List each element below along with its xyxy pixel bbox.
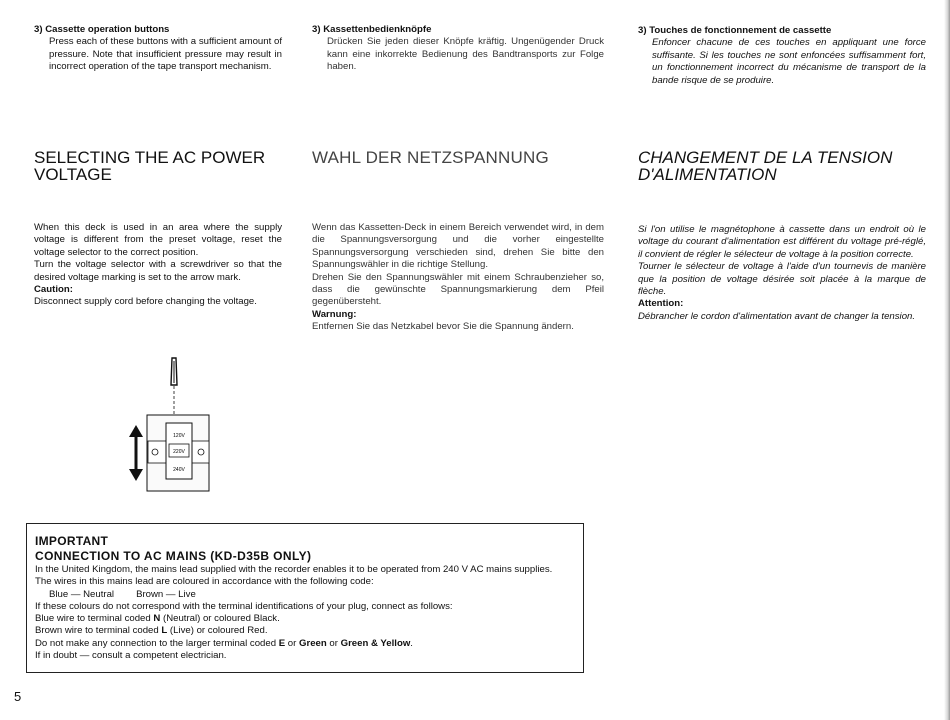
cassette-body-en: Press each of these buttons with a sufficient amount of pressure. Note that insufficient pressure may result in incorrect operation of the tape transport mechanism.	[49, 36, 282, 73]
voltage-p2-de: Drehen Sie den Spannungswähler mit einem Schraubenzieher so, dass die gewünschte Spannungsmarkierung dem Pfeil gegenübersteht.	[312, 271, 604, 308]
cassette-heading-en: 3) Cassette operation buttons	[34, 24, 170, 35]
cassette-section-en	[34, 24, 282, 74]
voltage-title-en: SELECTING THE AC POWER VOLTAGE	[34, 148, 266, 184]
voltage-p1-fr: Si l'on utilise le magnétophone à cassette dans un endroit où le voltage du courant d'alimentation est différent du voltage pré-réglé, il convient de régler le sélecteur de voltage à la position correcte.	[638, 224, 926, 260]
diagram-label-220v: 220V	[173, 449, 185, 455]
important-line-3: If these colours do not correspond with the terminal identifications of your plug, connect as follows:	[35, 600, 453, 612]
important-subtitle: CONNECTION TO AC MAINS (KD-D35B ONLY)	[35, 549, 312, 563]
wire-color-codes	[35, 589, 581, 601]
diagram-label-120v: 120V	[173, 433, 185, 439]
caution-label-en: Caution:	[34, 284, 73, 296]
voltage-body-fr	[638, 224, 926, 323]
important-box	[26, 523, 584, 673]
cassette-heading-de: 3) Kassettenbedienknöpfe	[312, 24, 432, 35]
voltage-title-de: WAHL DER NETZSPANNUNG	[312, 148, 549, 167]
cassette-body-de: Drücken Sie jeden dieser Knöpfe kräftig. Ungenügender Druck kann eine inkorrekte Bedienung des Bandtransports zur Folge haben.	[327, 36, 604, 73]
cassette-section-fr	[638, 25, 926, 87]
up-down-arrow-icon	[129, 425, 143, 481]
page-number: 5	[14, 689, 22, 704]
diagram-label-240v: 240V	[173, 467, 185, 473]
voltage-p1-de: Wenn das Kassetten-Deck in einem Bereich verwendet wird, in dem die Spannungsversorgung und die vorher eingestellte Spannungsversorgung verschieden sind, drehen Sie bitte den Spannungswähler in die richtige Stellung.	[312, 222, 604, 271]
code-blue-neutral: Blue — Neutral	[49, 588, 115, 600]
page-edge-shadow	[944, 0, 950, 720]
voltage-selector-diagram	[125, 355, 220, 495]
important-line-6: Do not make any connection to the larger terminal coded E or Green or Green & Yellow.	[35, 637, 413, 649]
caution-label-fr: Attention:	[638, 298, 684, 310]
voltage-body-de	[312, 222, 604, 334]
caution-text-en: Disconnect supply cord before changing the voltage.	[34, 296, 257, 308]
voltage-body-en	[34, 222, 282, 309]
important-line-4: Blue wire to terminal coded N (Neutral) or coloured Black.	[35, 613, 280, 625]
cassette-body-fr: Enfoncer chacune de ces touches en appliquant une force suffisante. Si les touches ne sont enfoncées suffisamment fort, un fonctionnement incorrect du mécanisme de transport de la bande risque de se produire.	[652, 37, 926, 86]
important-title: IMPORTANT	[35, 534, 109, 548]
caution-text-fr: Débrancher le cordon d'alimentation avant de changer la tension.	[638, 310, 916, 322]
screwdriver-icon	[171, 358, 177, 417]
voltage-p2-en: Turn the voltage selector with a screwdriver so that the desired voltage marking is set to the arrow mark.	[34, 259, 282, 283]
voltage-title-fr: CHANGEMENT DE LA TENSION D'ALIMENTATION	[638, 148, 893, 184]
important-line-5: Brown wire to terminal coded L (Live) or coloured Red.	[35, 625, 268, 637]
caution-text-de: Entfernen Sie das Netzkabel bevor Sie die Spannung ändern.	[312, 321, 574, 333]
cassette-section-de	[312, 24, 604, 74]
cassette-heading-fr: 3) Touches de fonctionnement de cassette	[638, 25, 832, 36]
important-line-7: If in doubt — consult a competent electrician.	[35, 650, 227, 662]
voltage-p1-en: When this deck is used in an area where the supply voltage is different from the preset voltage, reset the voltage selector to the correct position.	[34, 222, 282, 258]
voltage-p2-fr: Tourner le sélecteur de voltage à l'aide d'un tournevis de manière que la position de voltage désirée soit placée à la marque de flèche.	[638, 261, 926, 298]
important-line-1: In the United Kingdom, the mains lead supplied with the recorder enables it to be operated from 240 V AC mains supplies.	[35, 564, 553, 575]
code-brown-live: Brown — Live	[136, 588, 196, 600]
important-line-2: The wires in this mains lead are coloured in accordance with the following code:	[35, 576, 374, 588]
caution-label-de: Warnung:	[312, 308, 357, 320]
